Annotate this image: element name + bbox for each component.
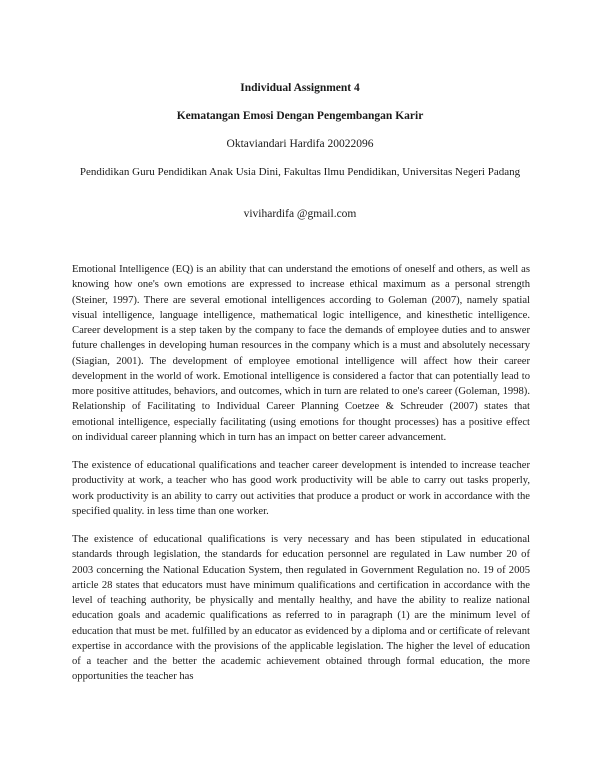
paragraph-3: The existence of educational qualifications is very necessary and has been stipulated in educational standards through legislation, the standards for education personnel are regulated in Law number 20 of 2003 concerning the National Education System, then regulated in Government Regulation no. 19 of 2005 article 28 states that educators must have minimum qualifications and certification in accordance with the level of teaching authority, be physically and mentally healthy, and have the ability to realize national education goals and academic qualifications as referred to in paragraph (1) are the minimum level of education that must be met. fulfilled by an educator as evidenced by a diploma and or certificate of relevant expertise in accordance with the provisions of the applicable legislation. The higher the level of education of a teacher and the better the academic achievement obtained through formal education, the more opportunities the teacher has (72, 534, 530, 683)
email-line: vivihardifa @gmail.com (243, 208, 357, 220)
document-subtitle: Kematangan Emosi Dengan Pengembangan Karir (176, 110, 424, 122)
paragraph-1: Emotional Intelligence (EQ) is an ability that can understand the emotions of oneself and others, as well as knowing how one's own emotions are expressed to increase ethical maximum as a personal strength (Steiner, 1997). There are several emotional intelligences according to Goleman (2007), namely spatial visual intelligence, language intelligence, mathematical logic intelligence, and kinesthetic intelligence. Career development is a step taken by the company to face the demands of employee duties and to answer future challenges in developing human resources in the company which is a must and absolutely necessary (Siagian, 2001). The development of employee emotional intelligence will affect how their career development in the world of work. Emotional intelligence is considered a factor that can potentially lead to more positive attitudes, behaviors, and outcomes, which in turn are related to one's career (Goleman, 1998). Relationship of Facilitating to Individual Career Planning Coetzee & Schreuder (2007) states that emotional intelligence, especially facilitating (using emotions for thought processes) has a positive effect on individual career planning which in turn has an impact on better career advancement. (72, 264, 530, 443)
paragraph-2: The existence of educational qualifications and teacher career development is intended to increase teacher productivity at work, a teacher who has good work productivity will be able to carry out tasks properly, work productivity is an ability to carry out activities that produce a product or work in accordance with the specified quality. in less time than one worker. (72, 460, 530, 517)
body-text (72, 262, 530, 698)
document-title: Individual Assignment 4 (240, 82, 360, 94)
author-line: Oktaviandari Hardifa 20022096 (226, 138, 374, 150)
affiliation-line: Pendidikan Guru Pendidikan Anak Usia Dini, Fakultas Ilmu Pendidikan, Universitas Negeri Padang (79, 166, 521, 178)
